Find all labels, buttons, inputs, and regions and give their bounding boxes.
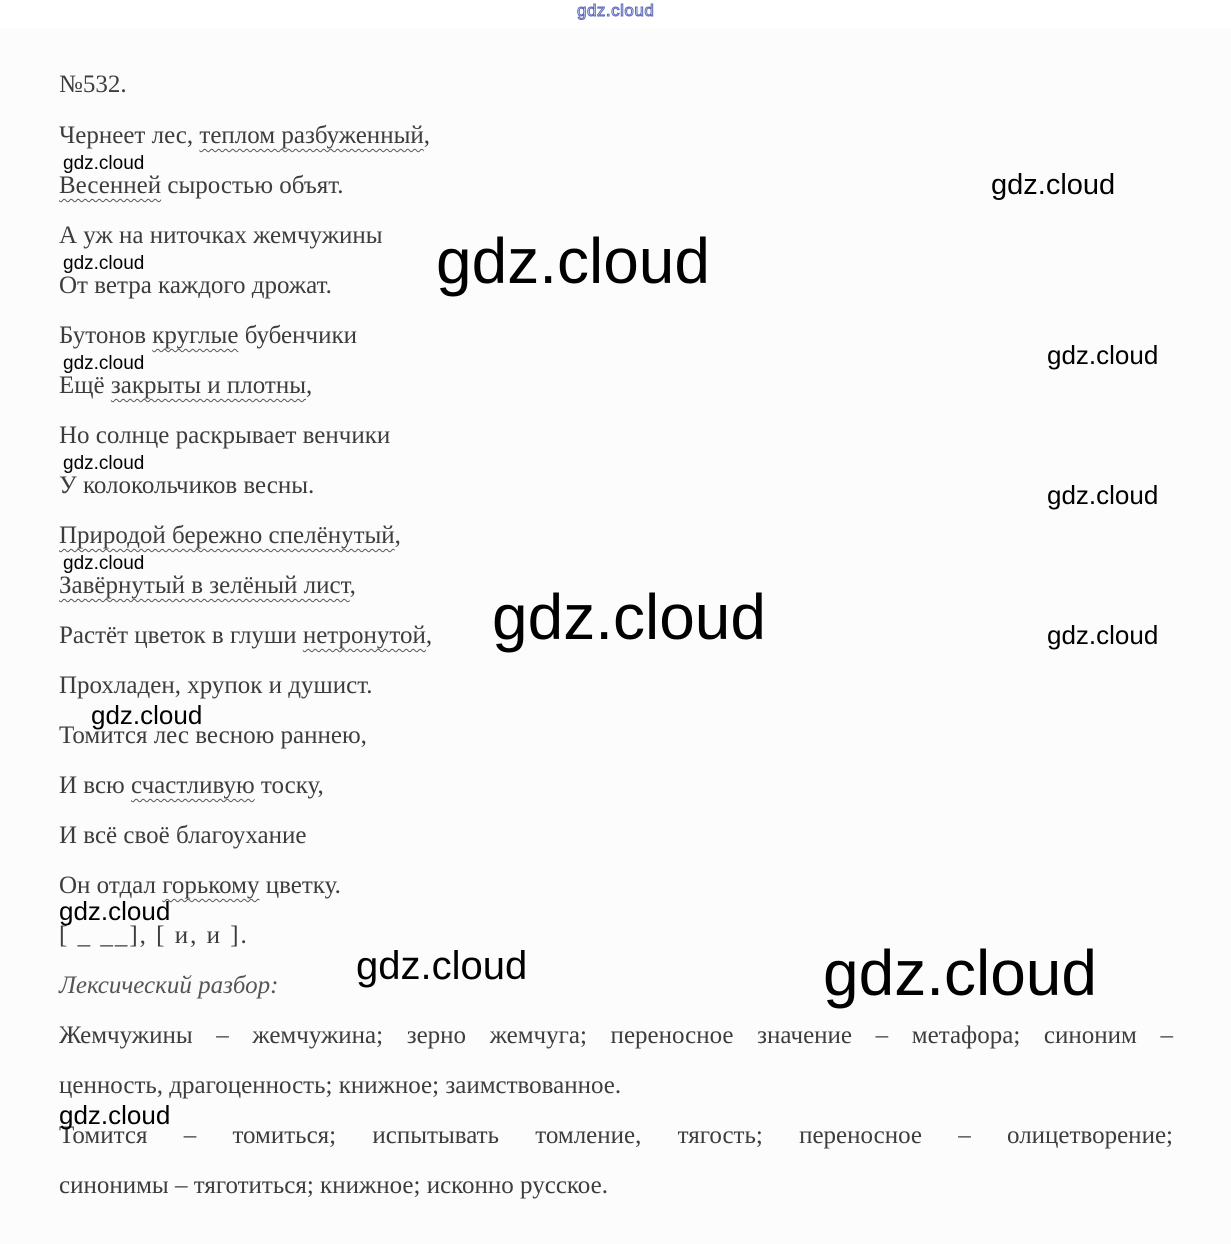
lexical-line-3: Томится – томиться; испытывать томление, тягость; переносное – олицетворение;: [59, 1122, 1173, 1149]
task-number: №532.: [59, 71, 127, 98]
watermark: gdz.cloud: [59, 896, 171, 926]
poem-line-8: У колокольчиков весны.: [59, 472, 315, 499]
watermark: gdz.cloud: [91, 700, 203, 730]
top-bar: [0, 0, 1231, 28]
watermark: gdz.cloud: [436, 225, 710, 297]
watermark: gdz.cloud: [63, 353, 145, 374]
watermark: gdz.cloud: [63, 253, 145, 274]
watermark: gdz.cloud: [63, 553, 145, 574]
solution-page: [0, 28, 1231, 1244]
lexical-title: Лексический разбор:: [59, 972, 279, 999]
poem-line-14: И всю счастливую тоску,: [59, 772, 324, 799]
poem-line-5: Бутонов круглые бубенчики: [59, 322, 357, 349]
poem-line-15: И всё своё благоухание: [59, 822, 307, 849]
poem-line-12: Прохладен, хрупок и душист.: [59, 672, 373, 699]
poem-line-11: Растёт цветок в глуши нетронутой,: [59, 622, 433, 649]
watermark: gdz.cloud: [1047, 620, 1159, 650]
poem-line-10: Завёрнутый в зелёный лист,: [59, 572, 356, 599]
watermark: gdz.cloud: [823, 937, 1097, 1009]
poem-line-16: Он отдал горькому цветку.: [59, 872, 341, 899]
poem-line-3: А уж на ниточках жемчужины: [59, 222, 383, 249]
site-logo[interactable]: gdz.cloud: [577, 1, 655, 20]
watermark: gdz.cloud: [1047, 340, 1159, 370]
poem-line-7: Но солнце раскрывает венчики: [59, 422, 391, 449]
poem-line-4: От ветра каждого дрожат.: [59, 272, 332, 299]
poem-line-2: Весенней сыростью объят.: [59, 172, 344, 199]
lexical-line-4: синонимы – тяготиться; книжное; исконно русское.: [59, 1172, 608, 1199]
poem-line-9: Природой бережно спелёнутый,: [59, 522, 401, 549]
watermark: gdz.cloud: [356, 944, 528, 988]
watermark: gdz.cloud: [492, 581, 766, 653]
lexical-line-2: ценность, драгоценность; книжное; заимствованное.: [59, 1072, 622, 1099]
watermark: gdz.cloud: [59, 1100, 171, 1130]
sentence-scheme: [ _ __], [ и, и ].: [59, 922, 249, 949]
poem-line-1: Чернеет лес, теплом разбуженный,: [59, 122, 430, 149]
watermark: gdz.cloud: [1047, 480, 1159, 510]
poem-line-6: Ещё закрыты и плотны,: [59, 372, 313, 399]
watermark: gdz.cloud: [63, 453, 145, 474]
watermark: gdz.cloud: [63, 153, 145, 174]
watermark: gdz.cloud: [991, 169, 1116, 201]
poem-line-13: Томится лес весною раннею,: [59, 722, 367, 749]
lexical-line-1: Жемчужины – жемчужина; зерно жемчуга; переносное значение – метафора; синоним –: [59, 1022, 1173, 1049]
